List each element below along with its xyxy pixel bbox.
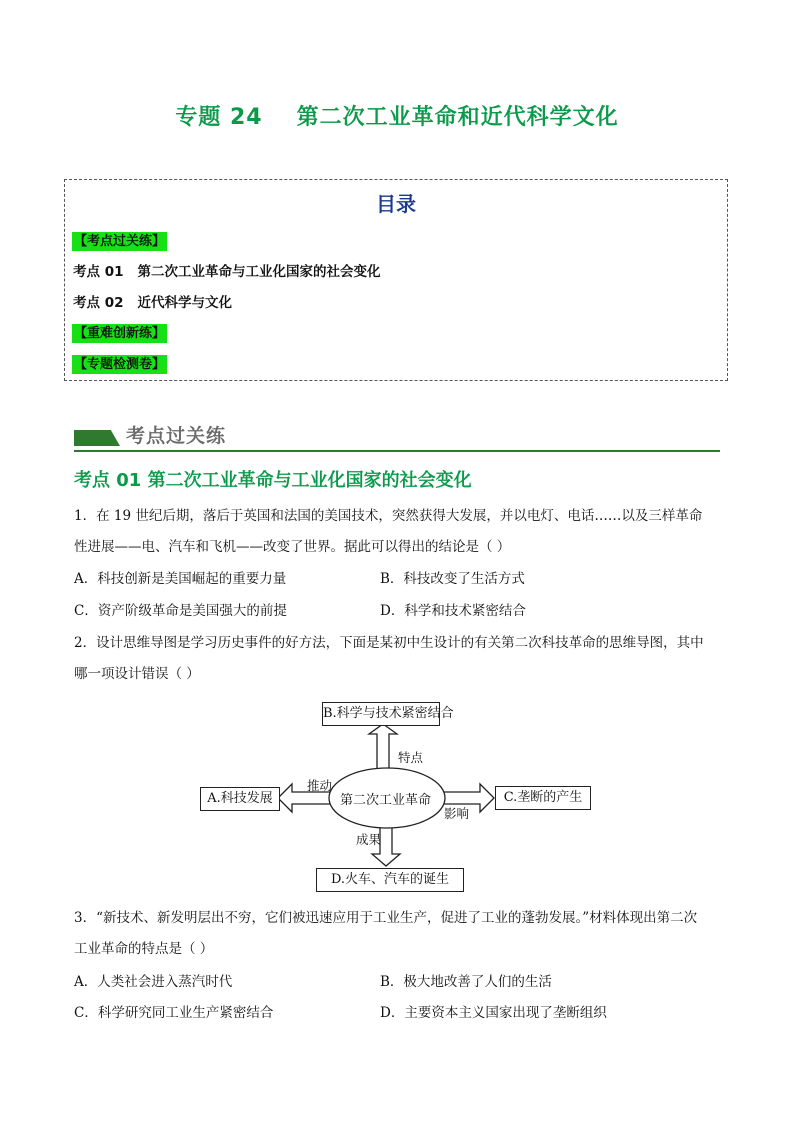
box-a: A.科技发展 (200, 787, 280, 811)
box-d: D.火车、汽车的诞生 (316, 868, 464, 892)
title-text: 第二次工业革命和近代科学文化 (296, 105, 619, 130)
q3-option-b[interactable]: B．极大地改善了人们的生活 (380, 974, 552, 990)
label-result: 成果 (356, 832, 382, 847)
toc-tag-test[interactable]: 【专题检测卷】 (74, 357, 166, 372)
q1-line1: 1．在 19 世纪后期，落后于英国和法国的美国技术，突然获得大发展，并以电灯、电话……以及三样革命 (74, 508, 703, 524)
toc-heading: 目录 (376, 192, 416, 216)
q2-line1: 2．设计思维导图是学习历史事件的好方法，下面是某初中生设计的有关第二次科技革命的思维导图，其中 (74, 635, 704, 651)
toc-item-02[interactable] (73, 294, 232, 312)
q3-line1: 3．“新技术、新发明层出不穷，它们被迅速应用于工业生产，促进了工业的蓬勃发展。”材料体现出第二次 (74, 910, 698, 926)
toc-tag-innovation[interactable]: 【重难创新练】 (74, 326, 166, 341)
q3-option-a[interactable]: A．人类社会进入蒸汽时代 (74, 974, 233, 990)
banner-line (74, 450, 720, 452)
q3-option-c[interactable]: C．科学研究同工业生产紧密结合 (74, 1005, 274, 1021)
toc-item-01-code: 考点 01 (73, 264, 124, 280)
toc-item-02-code: 考点 02 (73, 295, 124, 311)
label-impact: 影响 (444, 806, 470, 821)
page-title (0, 100, 794, 131)
label-drive: 推动 (307, 778, 333, 793)
box-c: C.垄断的产生 (495, 786, 591, 810)
center-label: 第二次工业革命 (340, 793, 432, 808)
toc-item-01-text: 第二次工业革命与工业化国家的社会变化 (137, 264, 381, 280)
arrow-up (369, 724, 397, 770)
banner-bar (74, 430, 120, 446)
box-b: B.科学与技术紧密结合 (322, 702, 440, 726)
toc-tag-practice[interactable]: 【考点过关练】 (74, 234, 166, 249)
q1-option-b[interactable]: B．科技改变了生活方式 (380, 571, 525, 587)
toc-item-02-text: 近代科学与文化 (137, 295, 232, 311)
q3-line2: 工业革命的特点是（ ） (74, 941, 214, 957)
table-of-contents (64, 179, 728, 381)
q1-line2: 性进展——电、汽车和飞机——改变了世界。据此可以得出的结论是（ ） (74, 539, 511, 555)
mind-map-diagram (200, 698, 610, 894)
q1-option-a[interactable]: A．科技创新是美国崛起的重要力量 (74, 571, 287, 587)
label-feature: 特点 (398, 750, 424, 765)
q2-line2: 哪一项设计错误（ ） (74, 666, 200, 682)
title-number: 专题 24 (175, 105, 263, 130)
q1-option-c[interactable]: C．资产阶级革命是美国强大的前提 (74, 603, 287, 619)
section-banner (74, 418, 720, 454)
q3-option-d[interactable]: D．主要资本主义国家出现了垄断组织 (380, 1005, 607, 1021)
banner-text: 考点过关练 (126, 425, 227, 447)
point-title: 考点 01 第二次工业革命与工业化国家的社会变化 (74, 470, 472, 491)
toc-item-01[interactable] (73, 263, 381, 281)
q1-option-d[interactable]: D．科学和技术紧密结合 (380, 603, 526, 619)
